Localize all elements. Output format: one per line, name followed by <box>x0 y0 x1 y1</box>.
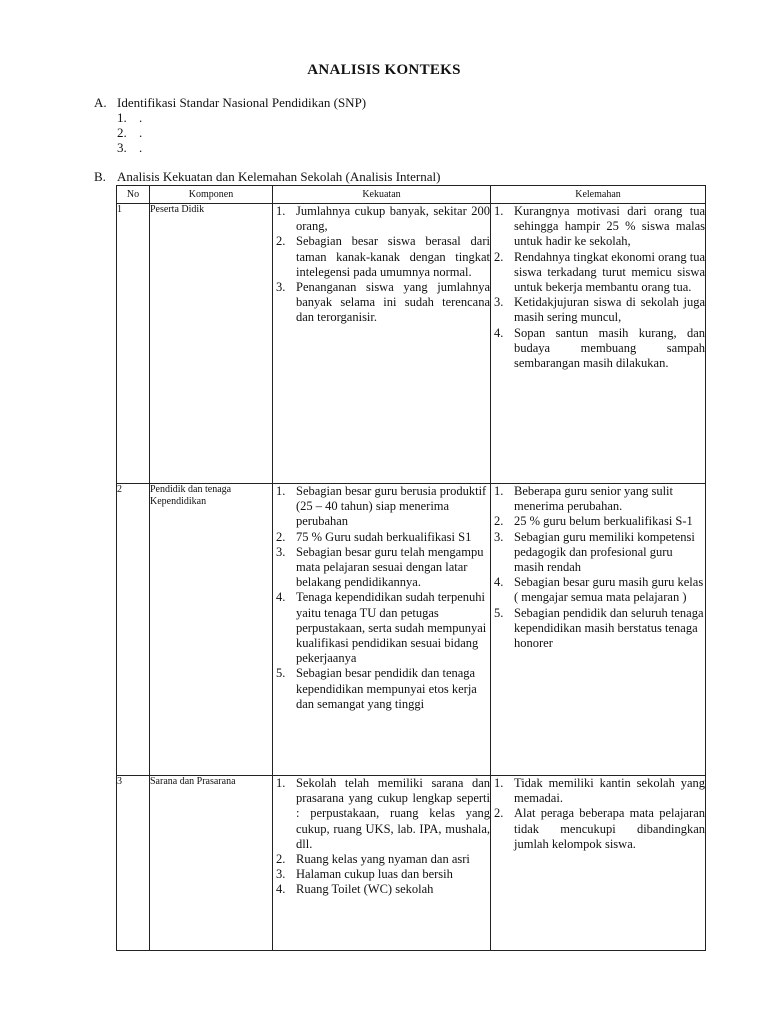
list-item-number: 1. <box>276 776 286 790</box>
list-item-text: Sebagian besar pendidik dan tenaga kependidikan mempunyai etos kerja dan semangat yang tinggi <box>296 666 477 711</box>
list-item-text: Halaman cukup luas dan bersih <box>296 867 453 882</box>
page-title: ANALISIS KONTEKS <box>307 62 461 78</box>
strengths-list <box>273 204 490 326</box>
list-item <box>273 234 490 280</box>
component-name: Sarana dan Prasarana <box>150 776 273 951</box>
list-item <box>273 867 490 882</box>
list-item-number: 2. <box>494 514 504 529</box>
component-name: Peserta Didik <box>150 204 273 484</box>
list-item <box>273 666 490 712</box>
list-item <box>491 295 705 325</box>
list-item-text: 25 % guru belum berkualifikasi S-1 <box>514 514 693 529</box>
section-b-heading: Analisis Kekuatan dan Kelemahan Sekolah (Analisis Internal) <box>117 169 441 184</box>
section-a-item <box>117 125 366 140</box>
weaknesses-list <box>491 484 705 651</box>
component-name: Pendidik dan tenaga Kependidikan <box>150 484 273 776</box>
table-header-row <box>117 186 706 204</box>
section-a <box>94 95 366 155</box>
list-item-number: 2. <box>276 529 286 544</box>
header-komponen: Komponen <box>150 186 273 204</box>
list-item-number: 1. <box>276 484 286 498</box>
list-item <box>491 326 705 372</box>
list-item-text: Sebagian pendidik dan seluruh tenaga kependidikan masih berstatus tenaga honorer <box>514 605 704 651</box>
list-item-number: 4. <box>494 325 504 340</box>
list-item <box>491 484 705 514</box>
header-kekuatan: Kekuatan <box>273 186 491 204</box>
list-item-number: 5. <box>276 666 286 681</box>
list-item-text: 75 % Guru sudah berkualifikasi S1 <box>296 529 472 544</box>
list-item <box>491 606 705 652</box>
table-row <box>117 484 706 776</box>
list-item-text: Tenaga kependidikan sudah terpenuhi yaitu tenaga TU dan petugas perpustakaan, serta sudah mempunyai kualifikasi pendidikan sesuai bidang pekerjaanya <box>296 590 487 666</box>
section-a-item <box>117 110 366 125</box>
list-item-text: Penanganan siswa yang jumlahnya banyak selama ini sudah terencana dan terorganisir. <box>296 280 490 325</box>
list-item-text: Tidak memiliki kantin sekolah yang memadai. <box>514 776 705 806</box>
list-item-number: 3. <box>276 280 286 295</box>
list-item-number: 2. <box>276 852 286 867</box>
list-item-number: 4. <box>276 590 286 605</box>
item-number: 1. <box>117 110 127 125</box>
list-item <box>273 484 490 530</box>
list-item-number: 1. <box>276 204 286 218</box>
strengths-list <box>273 776 490 898</box>
list-item-text: Sekolah telah memiliki sarana dan prasarana yang cukup lengkap seperti : perpustakaan, ruang kelas yang cukup, ruang UKS, lab. IPA, mushala, dll. <box>296 776 490 851</box>
item-text: . <box>139 140 143 155</box>
list-item <box>273 882 490 897</box>
list-item-text: Jumlahnya cukup banyak, sekitar 200 orang, <box>296 204 490 234</box>
list-item-text: Sebagian besar guru berusia produktif (25 – 40 tahun) siap menerima perubahan <box>296 484 487 529</box>
list-item-text: Ruang kelas yang nyaman dan asri <box>296 852 470 867</box>
list-item-text: Ketidakjujuran siswa di sekolah juga masih sering muncul, <box>514 295 705 325</box>
list-item-text: Sebagian guru memiliki kompetensi pedagogik dan profesional guru masih rendah <box>514 529 695 575</box>
list-item <box>273 776 490 852</box>
strengths-list <box>273 484 490 712</box>
header-kelemahan: Kelemahan <box>491 186 706 204</box>
list-item-number: 1. <box>494 776 504 790</box>
strengths-cell <box>273 204 491 484</box>
list-item <box>491 514 705 529</box>
item-number: 2. <box>117 125 127 140</box>
list-item <box>273 545 490 591</box>
section-b <box>94 169 440 184</box>
list-item <box>273 852 490 867</box>
list-item-text: Rendahnya tingkat ekonomi orang tua siswa terkadang turut memicu siswa untuk bekerja membantu orang tua. <box>514 249 705 295</box>
section-a-item <box>117 140 366 155</box>
row-number: 3 <box>117 776 150 951</box>
list-item-number: 2. <box>494 249 504 264</box>
weaknesses-cell <box>491 204 706 484</box>
list-item <box>273 590 490 666</box>
list-item-number: 2. <box>276 234 286 249</box>
list-item-number: 4. <box>276 882 286 897</box>
list-item-number: 3. <box>494 529 504 544</box>
list-item-text: Ruang Toilet (WC) sekolah <box>296 882 434 897</box>
list-item-number: 2. <box>494 806 504 821</box>
list-item-number: 3. <box>494 295 504 310</box>
list-item-text: Alat peraga beberapa mata pelajaran tidak mencukupi dibandingkan jumlah kelompok siswa. <box>514 806 705 851</box>
weaknesses-cell <box>491 776 706 951</box>
list-item-number: 1. <box>494 484 504 498</box>
swot-table <box>116 185 706 951</box>
header-no: No <box>117 186 150 204</box>
list-item-text: Sebagian besar siswa berasal dari taman kanak-kanak dengan tingkat intelegensi pada umumnya normal. <box>296 234 490 279</box>
list-item-number: 1. <box>494 204 504 218</box>
row-number: 2 <box>117 484 150 776</box>
list-item <box>491 776 705 806</box>
section-b-letter: B. <box>94 169 106 184</box>
item-number: 3. <box>117 140 127 155</box>
item-text: . <box>139 125 143 140</box>
list-item <box>273 204 490 234</box>
item-text: . <box>139 110 143 125</box>
list-item-text: Beberapa guru senior yang sulit menerima perubahan. <box>514 484 673 514</box>
list-item-number: 5. <box>494 605 504 620</box>
list-item-text: Sebagian besar guru telah mengampu mata pelajaran sesuai dengan latar belakang pendidikannya. <box>296 544 484 590</box>
list-item <box>491 250 705 296</box>
list-item-number: 3. <box>276 544 286 559</box>
list-item-number: 4. <box>494 575 504 590</box>
list-item <box>491 204 705 250</box>
weaknesses-list <box>491 204 705 371</box>
list-item <box>491 530 705 576</box>
table-row <box>117 776 706 951</box>
table-row <box>117 204 706 484</box>
list-item <box>491 575 705 605</box>
weaknesses-list <box>491 776 705 852</box>
list-item <box>273 530 490 545</box>
section-a-heading: Identifikasi Standar Nasional Pendidikan (SNP) <box>117 95 367 110</box>
row-number: 1 <box>117 204 150 484</box>
strengths-cell <box>273 484 491 776</box>
strengths-cell <box>273 776 491 951</box>
list-item-text: Sopan santun masih kurang, dan budaya membuang sampah sembarangan masih dilakukan. <box>514 325 705 371</box>
list-item <box>273 280 490 326</box>
list-item <box>491 806 705 852</box>
weaknesses-cell <box>491 484 706 776</box>
list-item-text: Sebagian besar guru masih guru kelas ( mengajar semua mata pelajaran ) <box>514 575 704 605</box>
section-a-letter: A. <box>94 95 107 110</box>
list-item-text: Kurangnya motivasi dari orang tua sehingga hampir 25 % siswa malas untuk hadir ke sekolah, <box>514 204 705 249</box>
list-item-number: 3. <box>276 867 286 882</box>
section-a-list <box>117 110 366 155</box>
